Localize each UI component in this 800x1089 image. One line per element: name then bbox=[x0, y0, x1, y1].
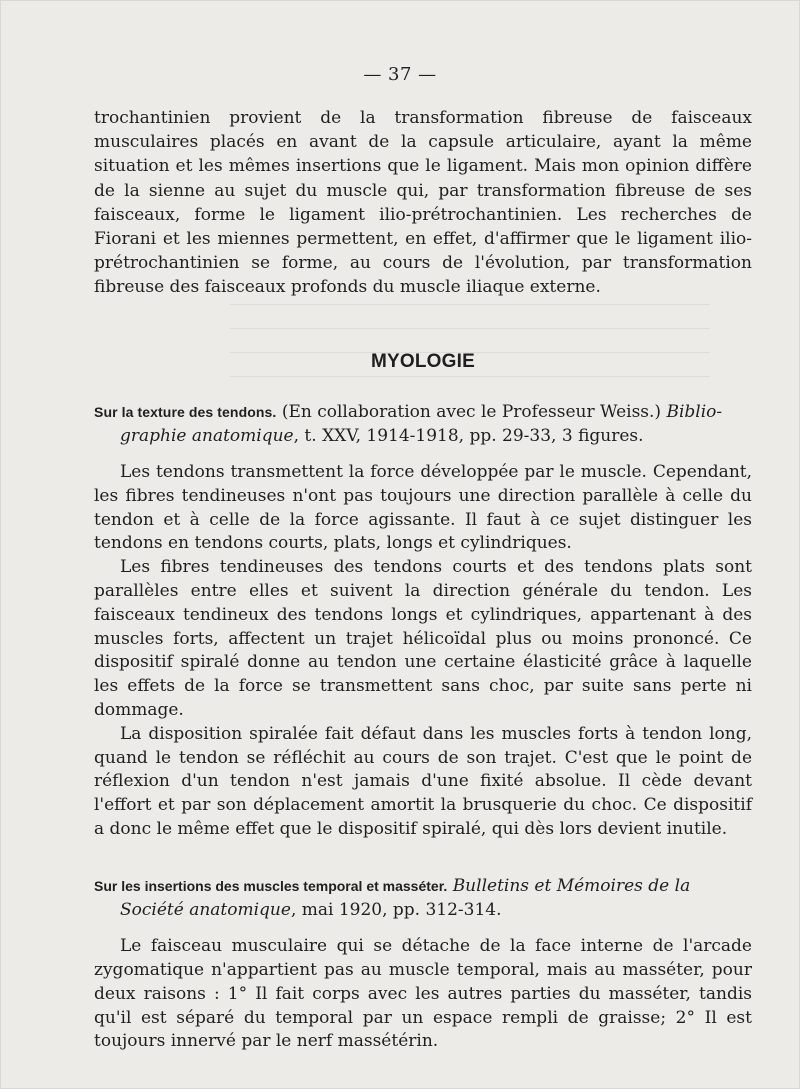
entry-1-paragraph-1: Les tendons transmettent la force développée par le muscle. Cependant, les fibres tendineuses n'ont pas toujours une direction parallèle à celle du tendon et à celle de la force agissante. Il faut à ce sujet distinguer les tendons en tendons courts, plats, longs et cylindriques. bbox=[94, 462, 752, 554]
entry-journal-part1: Bulletins et Mémoires de la bbox=[452, 875, 691, 896]
page-content bbox=[94, 106, 752, 1054]
section-heading: MYOLOGIE bbox=[371, 350, 475, 372]
entry-details: , mai 1920, pp. 312-314. bbox=[290, 899, 502, 920]
entry-2-paragraph-1: Le faisceau musculaire qui se détache de la face interne de l'arcade zygomatique n'appartient pas au muscle temporal, mais au masséter, pour deux raisons : 1° Il fait corps avec les autres parties du masséter, tandis qu'il est séparé du temporal par un espace rempli de graisse; 2° Il est toujours innervé par le nerf massétérin. bbox=[94, 936, 752, 1052]
entry-title-normal: (En collaboration avec le Professeur Weiss.) bbox=[276, 401, 667, 422]
entry-journal-part2: graphie anatomique bbox=[120, 425, 294, 446]
entry-title-bold: Sur les insertions des muscles temporal et masséter. bbox=[94, 877, 448, 894]
entry-1-paragraph-3: La disposition spiralée fait défaut dans les muscles forts à tendon long, quand le tendon se réfléchit au cours de son trajet. C'est que le point de réflexion d'un tendon n'est jamais d'une fixité absolue. Il cède devant l'effort et par son déplacement amortit la brusquerie du choc. Ce dispositif a donc le même effet que le dispositif spiralé, qui dès lors devient inutile. bbox=[94, 723, 752, 839]
entry-title-continuation bbox=[94, 898, 752, 922]
bibliography-entry-2 bbox=[94, 874, 752, 1054]
entry-1-paragraph-2: Les fibres tendineuses des tendons courts et des tendons plats sont parallèles entre elles et suivent la direction générale du tendon. Les faisceaux tendineux des tendons longs et cylindriques, appartenant à des muscles forts, affectent un trajet hélicoïdal plus ou moins prononcé. Ce dispositif spiralé donne au tendon une certaine élasticité grâce à laquelle les effets de la force se transmettent sans choc, par suite sans perte ni dommage. bbox=[94, 557, 752, 720]
page-number: — 37 — bbox=[363, 64, 437, 85]
bibliography-entry-1 bbox=[94, 400, 752, 842]
entry-title-2 bbox=[94, 874, 752, 922]
intro-paragraph: trochantinien provient de la transformation fibreuse de faisceaux musculaires placés en avant de la capsule articulaire, ayant la même situation et les mêmes insertions que le ligament. Mais mon opinion diffère de la sienne au sujet du muscle qui, par transformation fibreuse de ses faisceaux, forme le ligament ilio-prétrochantinien. Les recherches de Fiorani et les miennes permettent, en effet, d'affirmer que le ligament ilio-prétrochantinien se forme, au cours de l'évolution, par transformation fibreuse des faisceaux profonds du muscle iliaque externe. bbox=[94, 108, 752, 298]
entry-title-bold: Sur la texture des tendons. bbox=[94, 403, 277, 420]
entry-journal-part1: Biblio- bbox=[666, 401, 723, 422]
entry-title-continuation bbox=[94, 424, 752, 448]
entry-journal-part2: Société anatomique bbox=[120, 899, 291, 920]
entry-title-1 bbox=[94, 400, 752, 448]
entry-details: , t. XXV, 1914-1918, pp. 29-33, 3 figures. bbox=[293, 425, 644, 446]
